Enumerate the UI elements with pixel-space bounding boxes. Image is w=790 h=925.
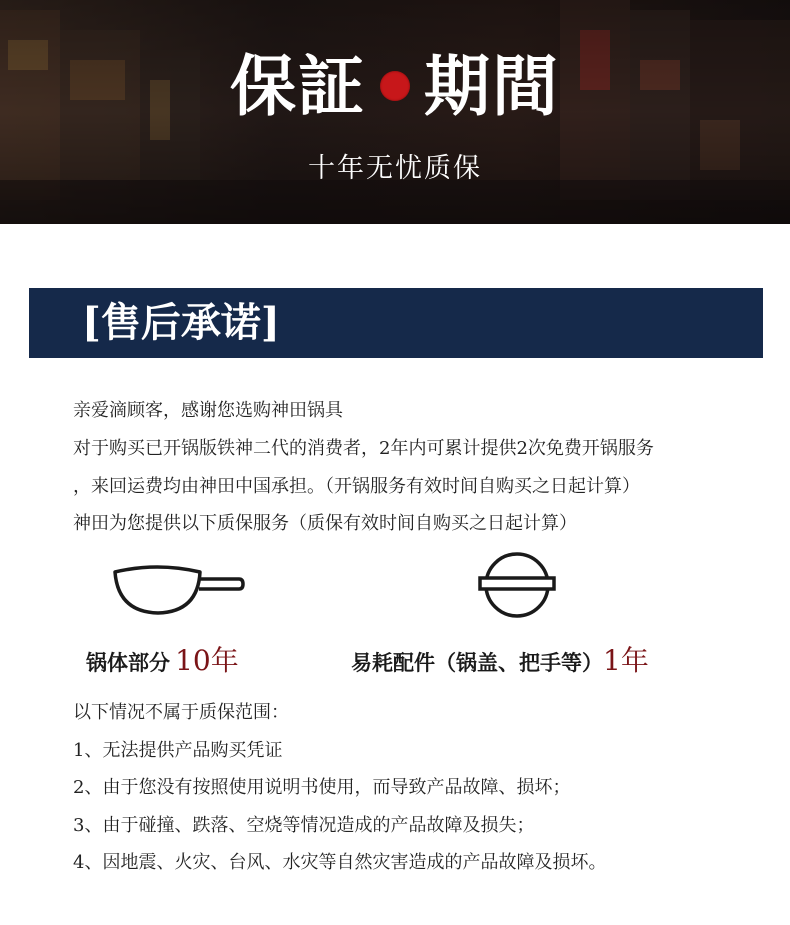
warranty-item-accessories — [351, 643, 649, 683]
wok-pan-icon — [112, 560, 247, 618]
warranty-term: 10年 — [175, 644, 239, 677]
hero-title-left: 保証 — [230, 47, 366, 125]
section-title: [售后承诺] — [82, 299, 280, 346]
intro-line: 亲爱滴顾客，感谢您选购神田锅具 — [73, 400, 343, 421]
exclusion-item: 4、因地震、火灾、台风、水灾等自然灾害造成的产品故障及损坏。 — [73, 852, 607, 873]
intro-line: 神田为您提供以下质保服务（质保有效时间自购买之日起计算） — [73, 513, 577, 534]
warranty-label: 锅体部分 — [86, 651, 170, 675]
pot-lid-icon — [477, 549, 557, 619]
warranty-label: 易耗配件（锅盖、把手等） — [351, 651, 603, 675]
hero-title-right: 期間 — [424, 47, 560, 125]
exclusions-heading: 以下情况不属于质保范围： — [73, 702, 289, 723]
hero-banner — [0, 0, 790, 224]
intro-line: 对于购买已开锅版铁神二代的消费者，2年内可累计提供2次免费开锅服务 — [73, 438, 654, 459]
intro-line: ，来回运费均由神田中国承担。（开锅服务有效时间自购买之日起计算） — [73, 476, 640, 497]
red-dot-icon — [380, 71, 410, 101]
hero-subtitle: 十年无忧质保 — [308, 153, 482, 184]
exclusion-item: 2、由于您没有按照使用说明书使用，而导致产品故障、损坏； — [73, 777, 571, 798]
hero-title — [0, 46, 790, 126]
exclusion-item: 1、无法提供产品购买凭证 — [73, 740, 283, 761]
warranty-term: 1年 — [603, 644, 649, 677]
warranty-item-body — [86, 643, 239, 683]
exclusion-item: 3、由于碰撞、跌落、空烧等情况造成的产品故障及损失； — [73, 815, 535, 836]
